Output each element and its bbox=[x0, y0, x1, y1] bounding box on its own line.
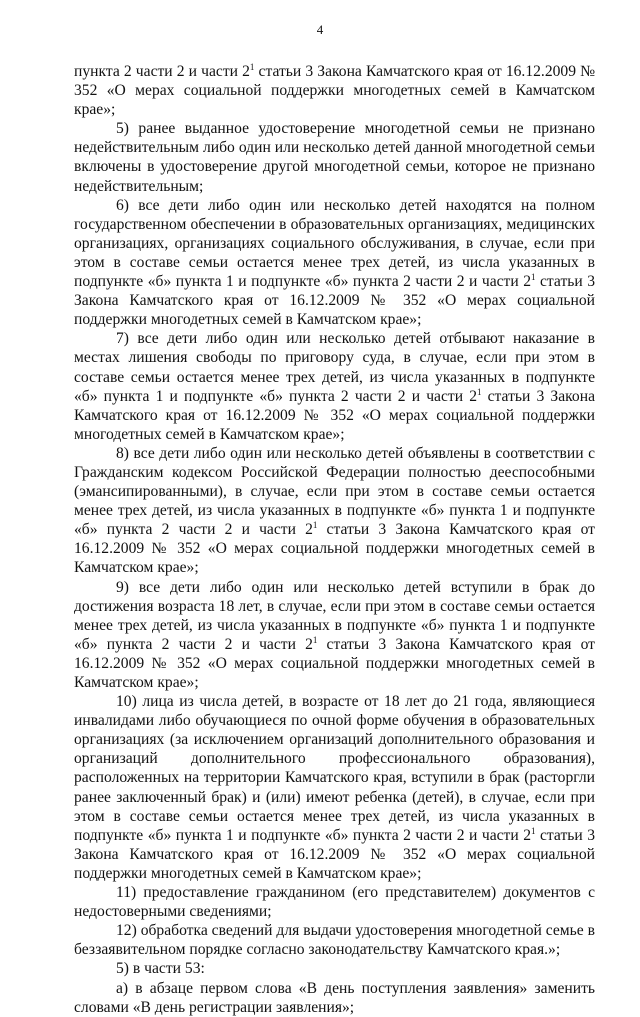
document-body bbox=[74, 62, 595, 1017]
paragraph: 5) ранее выданное удостоверение многодетной семьи не признано недействительным либо один или несколько детей данной многодетной семьи включены в удостоверение другой многодетной семьи, которое не признано недействительным; bbox=[74, 120, 595, 195]
paragraph: 8) все дети либо один или несколько детей объявлены в соответствии с Гражданским кодексом Российской Федерации полностью дееспособными (эмансипированными), в случае, если при этом в составе семьи остается менее трех детей, из числа указанных в подпункте «б» пункта 1 и подпункте «б» пункта 2 части 2 и части $2^1$ статьи 3 Закона Камчатского края от 16.12.2009 № 352 «О мерах социальной поддержки многодетных семей в Камчатском крае»; bbox=[74, 444, 595, 577]
page-number: 4 bbox=[316, 22, 324, 37]
paragraph: а) в абзаце первом слова «В день поступления заявления» заменить словами «В день регистрации заявления»; bbox=[74, 979, 595, 1016]
paragraph: 9) все дети либо один или несколько детей вступили в брак до достижения возраста 18 лет, в случае, если при этом в составе семьи остается менее трех детей, из числа указанных в подпункте «б» пункта 1 и подпункте «б» пункта 2 части 2 и части $2^1$ статьи 3 Закона Камчатского края от 16.12.2009 № 352 «О мерах социальной поддержки многодетных семей в Камчатском крае»; bbox=[74, 578, 595, 691]
paragraph: 6) все дети либо один или несколько детей находятся на полном государственном обеспечении в образовательных организациях, медицинских организациях, организациях социального обслуживания, в случае, если при этом в составе семьи остается менее трех детей, из числа указанных в подпункте «б» пункта 1 и подпункте «б» пункта 2 части 2 и части $2^1$ статьи 3 Закона Камчатского края от 16.12.2009 № 352 «О мерах социальной поддержки многодетных семей в Камчатском крае»; bbox=[74, 196, 596, 329]
paragraph: пункта 2 части 2 и части $2^1$ статьи 3 Закона Камчатского края от 16.12.2009 № 352 «О мерах социальной поддержки многодетных семей в Камчатском крае»; bbox=[74, 61, 595, 119]
paragraph: 5) в части 53: bbox=[116, 960, 205, 978]
paragraph: 10) лица из числа детей, в возрасте от 18 лет до 21 года, являющиеся инвалидами либо обучающиеся по очной форме обучения в образовательных организациях (за исключением организаций дополнительного образования и организаций дополнительного профессионального образования), расположенных на территории Камчатского края, вступили в брак (расторгли ранее заключенный брак) и (или) имеют ребенка (детей), в случае, если при этом в составе семьи остается менее трех детей, из числа указанных в подпункте «б» пункта 1 и подпункте «б» пункта 2 части 2 и части $2^1$ статьи 3 Закона Камчатского края от 16.12.2009 № 352 «О мерах социальной поддержки многодетных семей в Камчатском крае»; bbox=[74, 693, 596, 882]
paragraph: 12) обработка сведений для выдачи удостоверения многодетной семье в беззаявительном порядке согласно законодательству Камчатского края.»; bbox=[74, 922, 595, 959]
paragraph: 11) предоставление гражданином (его представителем) документов с недостоверными сведениями; bbox=[74, 884, 595, 921]
paragraph: 7) все дети либо один или несколько детей отбывают наказание в местах лишения свободы по приговору суда, в случае, если при этом в составе семьи остается менее трех детей, из числа указанных в подпункте «б» пункта 1 и подпункте «б» пункта 2 части 2 и части $2^1$ статьи 3 Закона Камчатского края от 16.12.2009 № 352 «О мерах социальной поддержки многодетных семей в Камчатском крае»; bbox=[74, 330, 595, 443]
